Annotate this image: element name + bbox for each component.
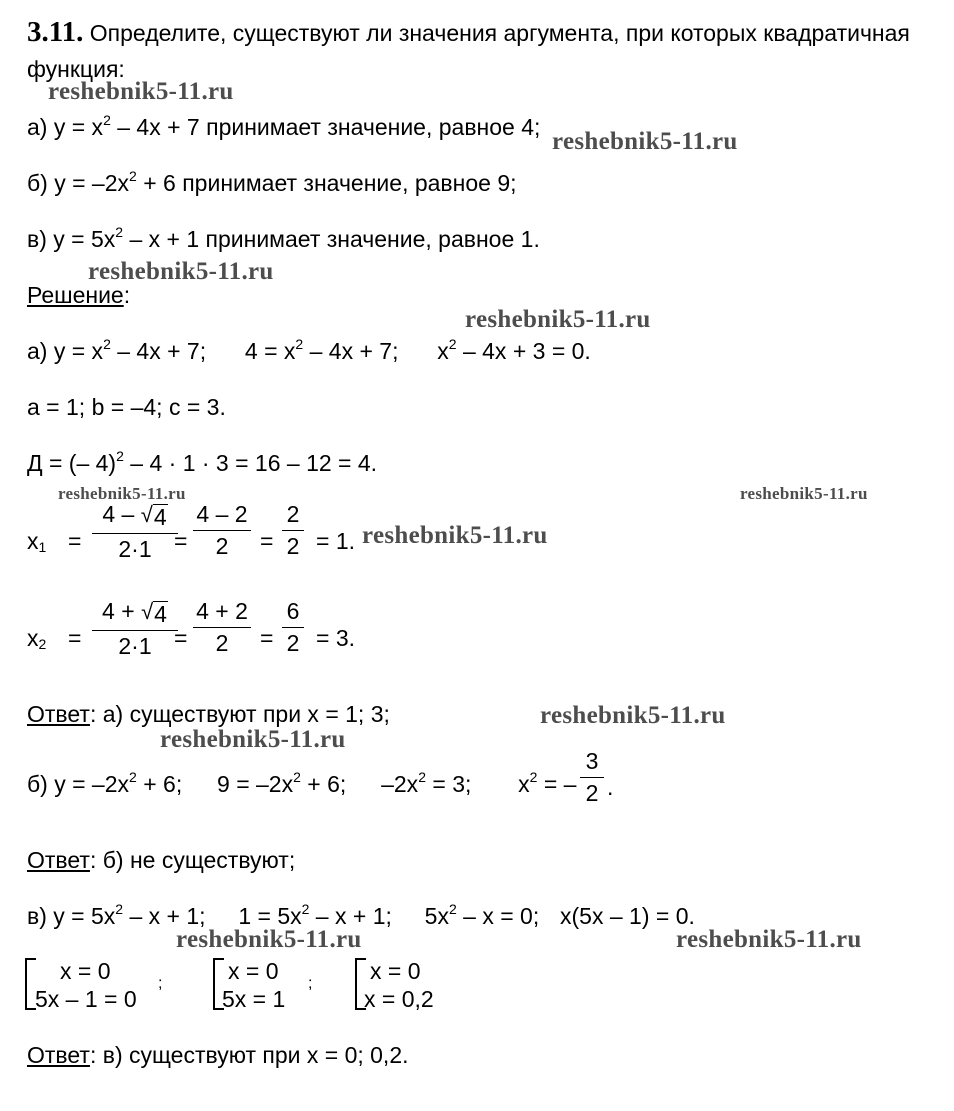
watermark: reshebnik5-11.ru (88, 258, 274, 285)
item-b-rest: + 6 принимает значение, равное 9; (136, 170, 517, 196)
item-a (27, 112, 541, 140)
x2-var: x (27, 625, 39, 651)
eq-part: 1 = 5x (238, 903, 302, 929)
eq-part: – x = 0; (456, 903, 540, 929)
watermark: reshebnik5-11.ru (465, 306, 651, 333)
x1-var: x (27, 528, 39, 554)
x1-frac1-den: 2·1 (92, 533, 178, 561)
disc-part: Д = (– 4) (27, 450, 117, 476)
eq-part: x (437, 338, 449, 364)
watermark: reshebnik5-11.ru (676, 926, 862, 953)
disc-sup: 2 (116, 448, 124, 464)
disc-part: – 4 · 1 · 3 = 16 – 12 = 4. (123, 450, 378, 476)
answer-text: : в) существуют при x = 0; 0,2. (89, 1042, 409, 1068)
eq-part: – x + 1; (123, 903, 206, 929)
item-a-prefix: а) y = x (27, 114, 104, 140)
eq-part: – 4x + 7; (110, 338, 207, 364)
solution-heading-text: Решение (27, 282, 124, 308)
answer-c (27, 1044, 409, 1067)
watermark: reshebnik5-11.ru (58, 484, 186, 503)
x2-frac2 (193, 600, 251, 655)
x2-num-text: 4 + (102, 598, 135, 624)
x2-frac1-num (99, 600, 171, 630)
eq-sup: 2 (115, 901, 124, 917)
x2-eq: = (68, 625, 82, 651)
answer-text: : б) не существуют; (89, 847, 296, 873)
eq-sup: 2 (418, 769, 426, 785)
solution-b-equation (27, 769, 577, 797)
eq-sup: 2 (129, 769, 137, 785)
x2-frac3-den: 2 (282, 627, 304, 655)
x1-frac3-den: 2 (282, 530, 304, 558)
task-header (27, 18, 910, 47)
system-1-top: x = 0 (60, 958, 111, 984)
watermark: reshebnik5-11.ru (362, 522, 548, 549)
system-3-bottom: x = 0,2 (364, 986, 434, 1012)
sqrt-radicand: 4 (153, 504, 167, 530)
answer-a (27, 703, 390, 726)
eq-part: 5x (424, 903, 449, 929)
item-b-sup: 2 (129, 168, 137, 184)
eq-part: 4 = x (244, 338, 296, 364)
b-fraction (580, 750, 604, 805)
system-3-top: x = 0 (370, 958, 421, 984)
x2-sub: 2 (38, 636, 47, 652)
item-c (27, 224, 540, 252)
watermark: reshebnik5-11.ru (540, 702, 726, 729)
item-b-prefix: б) y = –2x (27, 170, 130, 196)
item-c-rest: – x + 1 принимает значение, равное 1. (123, 226, 540, 252)
discriminant (27, 448, 378, 476)
x1-eq: = (68, 528, 82, 554)
x1-frac1 (92, 503, 178, 561)
x1-frac3-num: 2 (286, 501, 300, 527)
solution-heading (27, 284, 130, 307)
x2-tail: = 3. (316, 625, 356, 651)
x2-frac1-den: 2·1 (92, 630, 178, 658)
watermark: reshebnik5-11.ru (160, 726, 346, 753)
solution-heading-colon: : (123, 282, 131, 308)
eq-part: –2x (381, 771, 419, 797)
answer-label: Ответ (27, 701, 90, 727)
coefficients: a = 1; b = –4; c = 3. (27, 394, 226, 420)
system-2-top: x = 0 (228, 958, 279, 984)
eq-part: б) y = –2x (27, 771, 130, 797)
eq-part: – 4x + 3 = 0. (456, 338, 591, 364)
solution-c-equation (27, 901, 695, 929)
x2-frac2-den: 2 (193, 627, 251, 655)
sqrt (141, 504, 168, 529)
sqrt-radicand: 4 (154, 601, 167, 627)
system-sep: ; (158, 975, 163, 992)
task-text: Определите, существуют ли значения аргумента, при которых квадратичная (89, 20, 910, 46)
system-sep: ; (308, 975, 313, 992)
x1-num-text: 4 – (102, 501, 135, 527)
answer-b (27, 849, 295, 872)
item-a-sup: 2 (103, 112, 111, 128)
task-text-line2: функция: (27, 56, 125, 82)
eq-sup: 2 (293, 769, 301, 785)
watermark: reshebnik5-11.ru (552, 128, 738, 155)
eq-part: x (518, 771, 530, 797)
eq-sup: 2 (295, 336, 304, 352)
x2-frac3-num: 6 (286, 598, 300, 624)
watermark: reshebnik5-11.ru (740, 484, 868, 503)
x1-tail: = 1. (316, 528, 356, 554)
b-dot: . (607, 774, 614, 800)
system-1-bottom: 5x – 1 = 0 (35, 986, 137, 1012)
eq-part: = – (537, 771, 577, 797)
x1-frac3 (282, 503, 304, 558)
eq-part: + 6; (300, 771, 347, 797)
eq-part: в) y = 5x (27, 903, 116, 929)
x1-sub: 1 (38, 539, 47, 555)
x1-lhs (27, 530, 46, 553)
x2-eq2: = (174, 625, 188, 651)
eq-sup: 2 (301, 901, 310, 917)
item-b (27, 168, 517, 196)
eq-part: 9 = –2x (217, 771, 294, 797)
b-frac-den: 2 (580, 777, 604, 805)
x2-lhs (27, 627, 46, 650)
x1-frac1-num (99, 503, 170, 533)
watermark: reshebnik5-11.ru (48, 78, 234, 105)
item-a-rest: – 4x + 7 принимает значение, равное 4; (110, 114, 541, 140)
answer-label: Ответ (27, 847, 90, 873)
x1-frac2 (193, 503, 251, 558)
eq-sup: 2 (448, 901, 457, 917)
sqrt (141, 601, 168, 626)
eq-part: – x + 1; (309, 903, 392, 929)
eq-part: = 3; (425, 771, 472, 797)
b-frac-num: 3 (585, 748, 599, 774)
task-number: 3.11. (27, 16, 84, 48)
x1-eq3: = (260, 528, 274, 554)
eq-part: а) y = x (27, 338, 104, 364)
answer-label: Ответ (27, 1042, 90, 1068)
item-c-prefix: в) y = 5x (27, 226, 116, 252)
sqrt-sign: √ (140, 502, 153, 527)
eq-part: + 6; (136, 771, 183, 797)
eq-sup: 2 (448, 336, 457, 352)
x2-frac2-num: 4 + 2 (196, 598, 248, 624)
eq-sup: 2 (529, 769, 538, 785)
x1-frac2-num: 4 – 2 (196, 501, 248, 527)
x1-frac2-den: 2 (193, 530, 251, 558)
x1-eq2: = (174, 528, 188, 554)
x2-frac3 (282, 600, 304, 655)
eq-sup: 2 (103, 336, 111, 352)
eq-part: – 4x + 7; (303, 338, 399, 364)
solution-a-equation (27, 336, 591, 364)
x2-frac1 (92, 600, 178, 658)
system-2-bottom: 5x = 1 (222, 986, 286, 1012)
x2-eq3: = (260, 625, 274, 651)
answer-text: : а) существуют при x = 1; 3; (89, 701, 390, 727)
sqrt-sign: √ (141, 599, 154, 624)
item-c-sup: 2 (115, 224, 124, 240)
watermark: reshebnik5-11.ru (176, 926, 362, 953)
eq-part: x(5x – 1) = 0. (560, 903, 695, 929)
